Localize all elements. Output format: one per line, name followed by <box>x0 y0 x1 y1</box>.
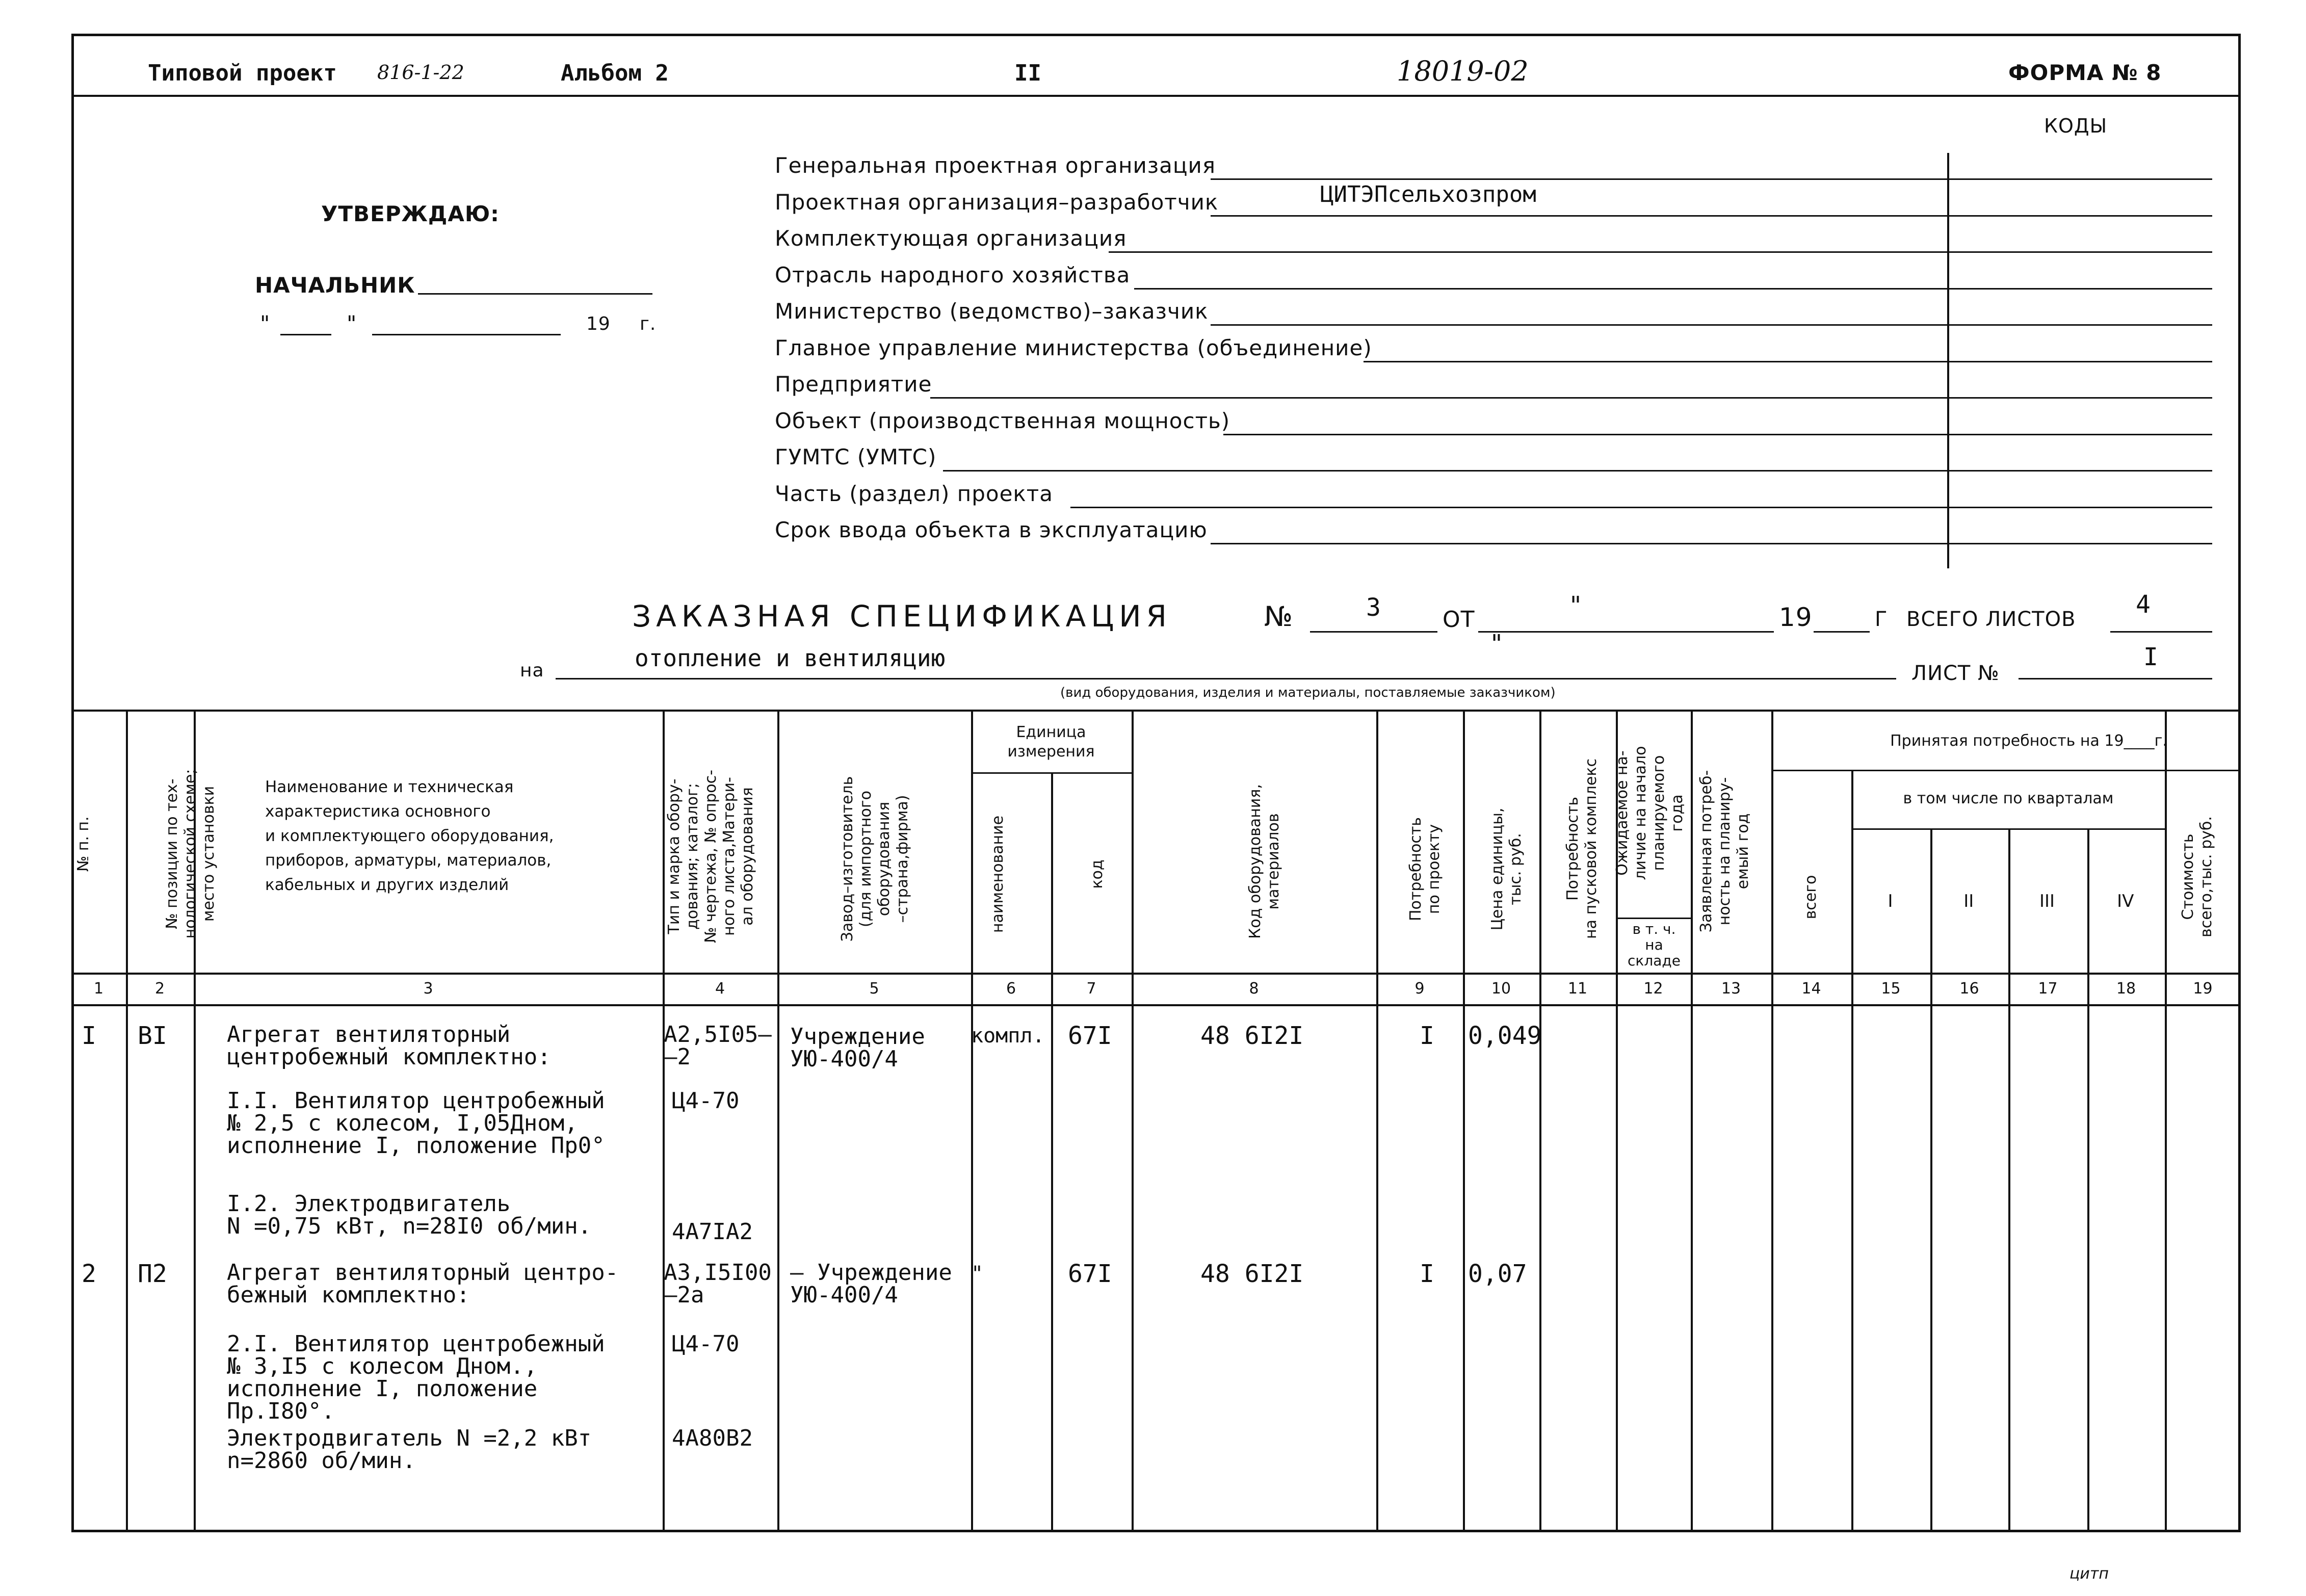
org-field-label: Проектная организация–разработчик <box>775 189 1219 215</box>
spec-total-line <box>2110 631 2212 633</box>
column-line <box>126 710 128 1532</box>
column-number: 15 <box>1881 980 1901 998</box>
column-line <box>1376 710 1378 1532</box>
spec-no-label: № <box>1264 600 1294 633</box>
quarter-header: IV <box>2117 891 2134 911</box>
spec-caption: (вид оборудования, изделия и материалы, поставляемые заказчиком) <box>1060 685 1556 700</box>
org-field-line <box>1070 507 2212 508</box>
row-position: П2 <box>138 1260 167 1288</box>
column-number: 12 <box>1643 980 1663 998</box>
spec-on-label: на <box>520 660 544 681</box>
chief-label: НАЧАЛЬНИК <box>255 273 415 298</box>
spec-g: Г <box>1875 608 1888 631</box>
row-maker: – Учреждение УЮ-400/4 <box>790 1260 952 1308</box>
spec-year: 19 <box>1779 603 1813 632</box>
row-code: 48 6I2I <box>1200 1260 1304 1288</box>
row-name: Агрегат вентиляторный центробежный комплектно: <box>227 1022 551 1070</box>
header-total: всего <box>1802 875 1820 920</box>
org-field-line <box>1134 288 2212 290</box>
row-sub-name: I.2. Электродвигатель N =0,75 кВт, n=28I0 об/мин. <box>227 1191 592 1239</box>
row-sub-type: Ц4-70 <box>672 1331 740 1357</box>
org-field-label: ГУМТС (УМТС) <box>775 444 937 469</box>
column-number: 8 <box>1249 980 1259 998</box>
org-field-label: Отрасль народного хозяйства <box>775 262 1131 287</box>
spec-no-line <box>1310 631 1437 633</box>
column-number: 14 <box>1801 980 1821 998</box>
row-code: 48 6I2I <box>1200 1022 1304 1050</box>
spec-year-line <box>1814 631 1870 633</box>
spec-on-line <box>556 678 1896 679</box>
column-line <box>2008 828 2010 1532</box>
date-day-line <box>280 334 331 335</box>
spec-on-value: отопление и вентиляцию <box>635 644 946 672</box>
row-sub-type: 4А80В2 <box>672 1425 753 1451</box>
org-field-line <box>1211 215 2212 217</box>
spec-total-label: ВСЕГО ЛИСТОВ <box>1906 608 2076 631</box>
row-qty: I <box>1420 1260 1434 1288</box>
column-number: 7 <box>1086 980 1096 998</box>
column-line <box>1051 772 1053 1532</box>
quarters-line <box>1851 828 2165 830</box>
org-field-line <box>1211 178 2212 180</box>
org-field-label: Главное управление министерства (объединение) <box>775 335 1372 360</box>
column-number: 4 <box>715 980 725 998</box>
column-number: 6 <box>1006 980 1016 998</box>
spec-sheet-value: I <box>2143 643 2158 671</box>
row-sub-name: I.I. Вентилятор центробежный № 2,5 с колесом, I,05Дном, исполнение I, положение Пр0° <box>227 1088 605 1159</box>
header-declared: Заявленная потреб- ность на планиру- емый год <box>1697 770 1752 933</box>
org-field-label: Объект (производственная мощность) <box>775 408 1230 433</box>
spec-no-value: 3 <box>1366 593 1381 622</box>
org-field-label: Генеральная проектная организация <box>775 153 1216 178</box>
project-label: Типовой проект <box>148 60 337 86</box>
header-maker: Завод–изготовитель (для импортного оборудования –страна,фирма) <box>838 776 911 942</box>
column-line <box>2087 828 2089 1532</box>
column-number: 9 <box>1414 980 1425 998</box>
codes-label: КОДЫ <box>2044 115 2108 137</box>
row-type: A3,I5I00 –2а <box>664 1260 772 1308</box>
row-unit: " <box>971 1262 984 1286</box>
doc-number: 18019-02 <box>1397 55 1529 87</box>
album-label: Альбом 2 <box>561 60 669 86</box>
column-line <box>777 710 779 1532</box>
spec-sheet-line <box>2019 678 2212 679</box>
table-top-line <box>71 710 2241 712</box>
header-qty: Потребность по проекту <box>1407 817 1443 922</box>
org-field-line <box>930 397 2212 399</box>
header-n: № п. п. <box>74 816 92 872</box>
row-position: BI <box>138 1022 167 1050</box>
approve-year: 19 <box>586 313 611 334</box>
column-number: 18 <box>2116 980 2136 998</box>
column-number: 10 <box>1491 980 1511 998</box>
column-number: 17 <box>2038 980 2058 998</box>
org-field-line <box>1364 361 2212 362</box>
spec-from-label: ОТ <box>1443 607 1475 633</box>
org-field-line <box>1223 434 2212 435</box>
org-field-line <box>1211 543 2212 544</box>
spec-date-line <box>1478 631 1774 633</box>
spec-total-value: 4 <box>2136 590 2151 619</box>
row-maker: Учреждение УЮ-400/4 <box>790 1024 925 1072</box>
column-line <box>1851 770 1853 1532</box>
quarter-header: II <box>1963 891 1974 911</box>
col-number-top-line <box>71 973 2241 975</box>
footer-mark: цитп <box>2069 1565 2109 1583</box>
header-position: № позиции по тех- нологической схеме; место установки <box>163 769 218 939</box>
header-name: Наименование и техническая характеристика основного и комплектующего оборудования, приборов, арматуры, материалов, кабельных и других изделий <box>265 778 554 895</box>
row-name: Агрегат вентиляторный центро- бежный комплектно: <box>227 1260 619 1308</box>
column-line <box>1463 710 1465 1532</box>
row-price: 0,07 <box>1468 1260 1527 1288</box>
top-bar-divider <box>71 95 2241 97</box>
header-quarters: в том числе по кварталам <box>1903 790 2114 807</box>
column-number: 2 <box>154 980 165 998</box>
spec-quote-a: " <box>1570 591 1582 620</box>
column-line <box>971 710 973 1532</box>
sheet-roman: II <box>1014 60 1041 86</box>
column-number: 13 <box>1721 980 1741 998</box>
row-sub-name: Электродвигатель N =2,2 кВт n=2860 об/мин. <box>227 1425 592 1474</box>
accepted-line <box>1771 770 2241 771</box>
row-number: 2 <box>82 1260 96 1288</box>
row-unit-code: 67I <box>1068 1022 1112 1050</box>
org-field-value: ЦИТЭПсельхозпром <box>1320 181 1536 207</box>
org-field-line <box>1109 251 2212 253</box>
org-field-label: Срок ввода объекта в эксплуатацию <box>775 517 1208 542</box>
row-type: A2,5I05– –2 <box>664 1022 772 1070</box>
project-code: 816-1-22 <box>377 61 464 84</box>
header-unit-code: код <box>1088 859 1106 889</box>
header-price: Цена единицы, тыс. руб. <box>1488 807 1525 931</box>
column-number: 1 <box>93 980 104 998</box>
column-line <box>1539 710 1541 1532</box>
header-code: Код оборудования, материалов <box>1246 784 1282 939</box>
spec-quote-b: " <box>1491 630 1503 658</box>
spec-sheet-label: ЛИСТ № <box>1911 662 2000 685</box>
date-quote-2: " <box>347 311 357 336</box>
row-price: 0,049 <box>1468 1022 1542 1050</box>
column-line <box>2165 710 2167 1532</box>
row-sub-type: 4А7IА2 <box>672 1219 753 1245</box>
row-sub-type: Ц4-70 <box>672 1088 740 1114</box>
column-number: 5 <box>869 980 879 998</box>
column-line <box>1930 828 1932 1532</box>
org-field-line <box>1211 324 2212 326</box>
org-field-label: Предприятие <box>775 372 932 397</box>
column-line <box>1771 710 1773 1532</box>
col-number-bottom-line <box>71 1004 2241 1006</box>
column-line <box>1132 710 1134 1532</box>
org-field-label: Министерство (ведомство)–заказчик <box>775 299 1209 324</box>
row-unit: компл. <box>971 1024 1045 1048</box>
approve-year-suffix: г. <box>640 313 657 334</box>
form-number: ФОРМА № 8 <box>2008 60 2162 85</box>
header-accepted: Принятая потребность на 19____г. <box>1890 732 2167 750</box>
header-cost: Стоимость всего,тыс. руб. <box>2179 816 2215 937</box>
row-unit-code: 67I <box>1068 1260 1112 1288</box>
org-field-label: Часть (раздел) проекта <box>775 481 1053 506</box>
date-quote-1: " <box>260 311 271 336</box>
org-field-line <box>943 470 2212 472</box>
row-sub-name: 2.I. Вентилятор центробежный № 3,I5 с колесом Дном., исполнение I, положение Пр.I80°. <box>227 1331 605 1424</box>
unit-group-line <box>971 772 1132 774</box>
header-in-stock: в т. ч. на складе <box>1628 921 1681 969</box>
header-unit-group: Единица измерения <box>1007 723 1095 761</box>
spec-title: ЗАКАЗНАЯ СПЕЦИФИКАЦИЯ <box>632 599 1172 634</box>
column-number: 3 <box>423 980 433 998</box>
row-number: I <box>82 1022 96 1050</box>
header-expected: Ожидаемое на- личие на начало планируемого года <box>1613 746 1686 880</box>
approve-title: УТВЕРЖДАЮ: <box>321 201 500 226</box>
h12-split-line <box>1616 918 1691 919</box>
column-number: 19 <box>2193 980 2213 998</box>
org-field-label: Комплектующая организация <box>775 226 1127 251</box>
header-launch: Потребность на пусковой комплекс <box>1564 758 1600 939</box>
quarter-header: III <box>2039 891 2055 911</box>
header-unit-name: наименование <box>989 815 1007 933</box>
column-line <box>663 710 665 1532</box>
date-month-line <box>372 334 561 335</box>
column-number: 11 <box>1567 980 1588 998</box>
column-number: 16 <box>1959 980 1979 998</box>
header-type: Тип и марка обору- дования; каталог; № чертежа, № опрос- ного листа,Матери- ал оборудования <box>665 770 756 943</box>
quarter-header: I <box>1888 891 1893 911</box>
chief-line <box>418 293 652 295</box>
row-qty: I <box>1420 1022 1434 1050</box>
